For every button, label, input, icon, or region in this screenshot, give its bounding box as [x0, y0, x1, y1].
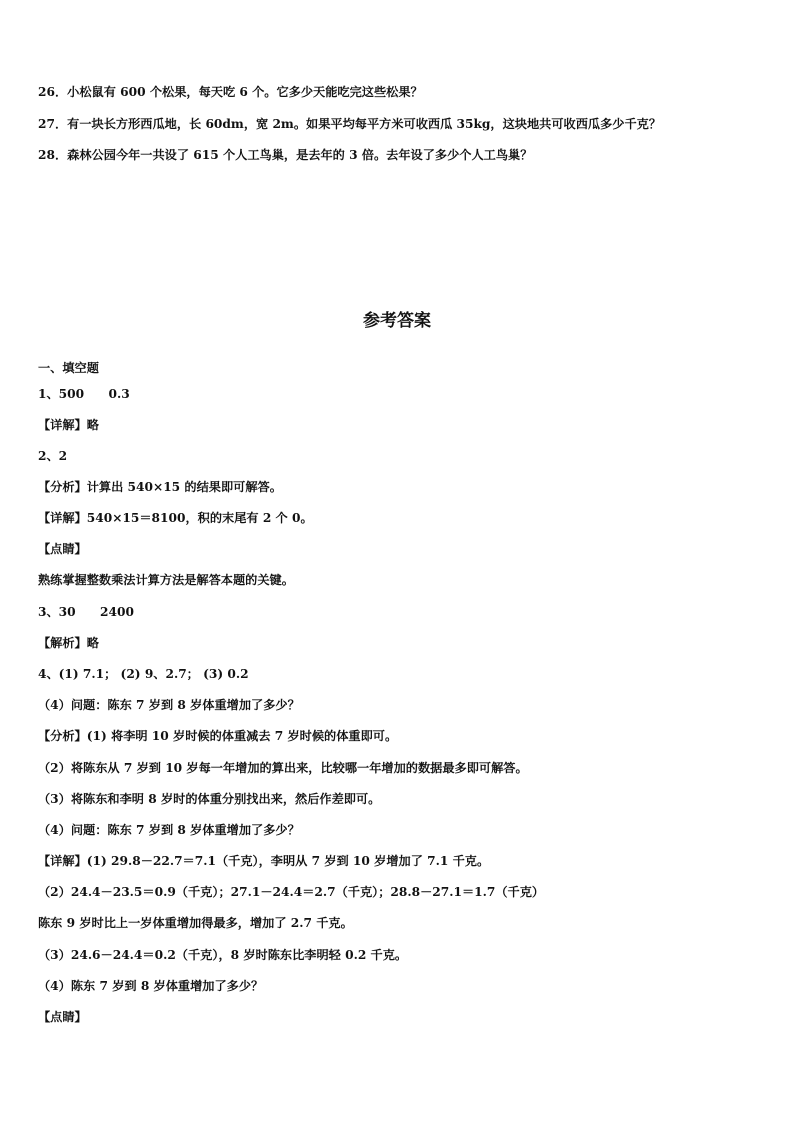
answer-line: 熟练掌握整数乘法计算方法是解答本题的关键。 — [38, 573, 294, 587]
answer-line: 2、2 — [38, 449, 68, 463]
answer-line: （4）陈东 7 岁到 8 岁体重增加了多少？ — [38, 979, 264, 993]
answer-line: （4）问题：陈东 7 岁到 8 岁体重增加了多少？ — [38, 698, 300, 712]
answer-line: 1、500 0.3 — [38, 387, 130, 401]
answer-line: （3）24.6－24.4＝0.2（千克），8 岁时陈东比李明轻 0.2 千克。 — [38, 948, 408, 962]
answer-line: （2）将陈东从 7 岁到 10 岁每一年增加的算出来，比较哪一年增加的数据最多即可解答。 — [38, 761, 528, 775]
answer-line: （4）问题：陈东 7 岁到 8 岁体重增加了多少？ — [38, 823, 300, 837]
answers-title: 参考答案 — [363, 311, 431, 331]
question-28: 28．森林公园今年一共设了 615 个人工鸟巢，是去年的 3 倍。去年设了多少个人工鸟巢？ — [38, 148, 533, 162]
answer-line: 【点睛】 — [38, 542, 87, 556]
answer-line: 【详解】(1) 29.8－22.7＝7.1（千克），李明从 7 岁到 10 岁增加了 7.1 千克。 — [38, 854, 490, 868]
question-27: 27．有一块长方形西瓜地，长 60dm，宽 2m。如果平均每平方米可收西瓜 35kg，这块地共可收西瓜多少千克？ — [38, 117, 662, 131]
answer-line: 【解析】略 — [38, 636, 99, 650]
section-heading: 一、填空题 — [38, 361, 99, 375]
answer-line: （2）24.4－23.5＝0.9（千克）；27.1－24.4＝2.7（千克）；28.8－27.1＝1.7（千克） — [38, 885, 545, 899]
answer-line: 3、30 2400 — [38, 605, 134, 619]
answer-line: 4、(1) 7.1； (2) 9、2.7； (3) 0.2 — [38, 667, 249, 681]
answer-line: 【分析】(1) 将李明 10 岁时候的体重减去 7 岁时候的体重即可。 — [38, 729, 398, 743]
answer-line: 【详解】略 — [38, 418, 99, 432]
answer-line: （3）将陈东和李明 8 岁时的体重分别找出来，然后作差即可。 — [38, 792, 381, 806]
answer-line: 【点睛】 — [38, 1010, 87, 1024]
answer-line: 【分析】计算出 540×15 的结果即可解答。 — [38, 480, 282, 494]
answer-line: 【详解】540×15＝8100，积的末尾有 2 个 0。 — [38, 511, 313, 525]
answer-line: 陈东 9 岁时比上一岁体重增加得最多，增加了 2.7 千克。 — [38, 916, 353, 930]
question-26: 26．小松鼠有 600 个松果，每天吃 6 个。它多少天能吃完这些松果？ — [38, 85, 423, 99]
